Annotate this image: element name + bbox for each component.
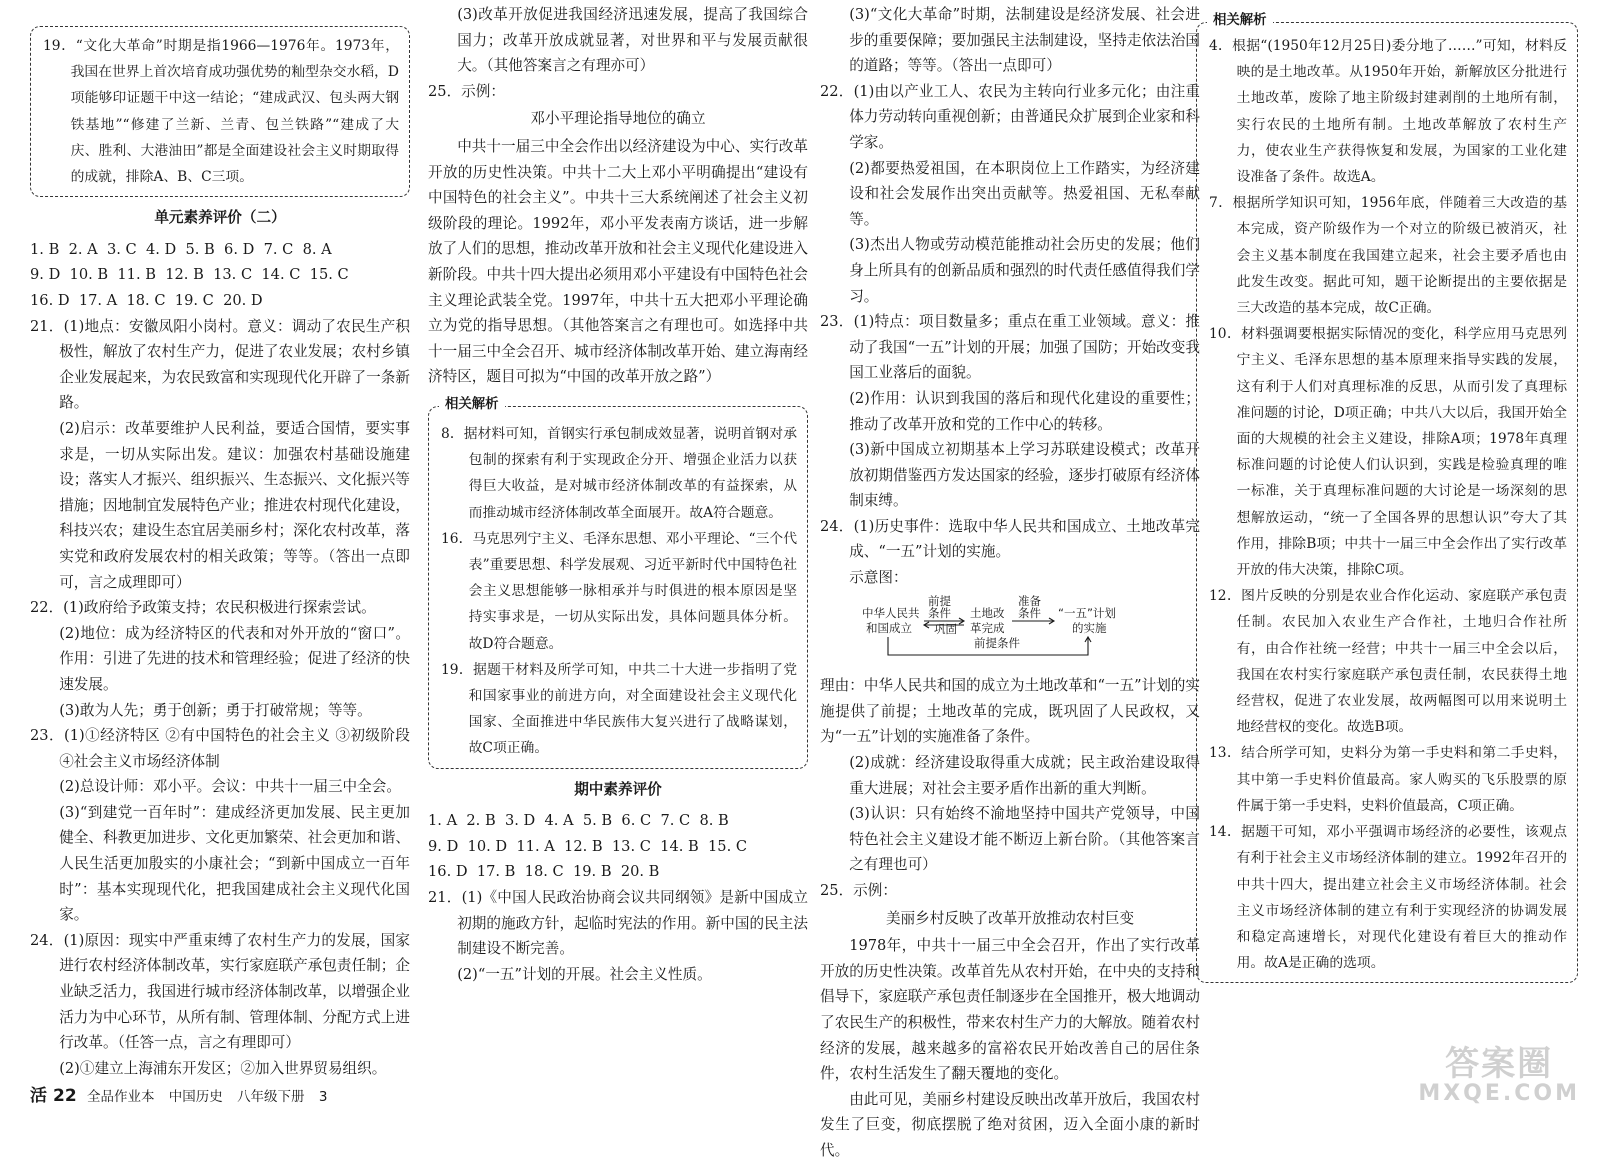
essay-title-village: 美丽乡村反映了改革开放推动农村巨变: [885, 909, 1135, 927]
analysis-box-mid: [428, 396, 808, 769]
mid-q22-part2: (2)都要热爱祖国，在本职岗位上工作踏实，为经济建设和社会发展作出突出贡献等。热爱祖国、无私奉献等。: [849, 159, 1200, 228]
node-five-year-plan-2: 的实施: [1072, 620, 1107, 635]
mid-answer-row-1: 1. A 2. B 3. D 4. A 5. B 6. C 7. C 8. B: [428, 812, 729, 830]
analysis-q7: 7．根据所学知识可知，1956年底，伴随着三大改造的基本完成，资产阶级作为一个对立的阶级已被消灭，社会主义基本制度在我国建立起来，社会主要矛盾也由此发生改变。据此可知，题干论断提出的主要依据是三大改造的基本完成，故C正确。: [1209, 195, 1567, 317]
analysis-q13: 13．结合所学可知，史料分为第一手史料和第二手史料，其中第一手史料价值最高。家人购买的飞乐股票的原件属于第一手史料，史料价值最高，C项正确。: [1209, 745, 1567, 814]
q23-part3: (3)“到建党一百年时”：建成经济更加发展、民主更加健全、科教更加进步、文化更加繁荣、社会更加和谐、人民生活更加殷实的小康社会；“到新中国成立一百年时”：基本实现现代化，把我国建成社会主义现代化国家。: [59, 803, 410, 924]
page-prefix: 活: [30, 1086, 47, 1106]
analysis-label: 相关解析: [439, 394, 505, 416]
midterm-evaluation-title: 期中素养评价: [574, 780, 662, 798]
q22-part1: 22．(1)政府给予政策支持；农民积极进行探索尝试。: [30, 599, 376, 617]
grade-name: 八年级下册: [237, 1089, 305, 1105]
unit-evaluation-title: 单元素养评价（二）: [154, 209, 286, 227]
column-2: [428, 2, 808, 987]
edge1-label-top: 前提: [928, 594, 951, 608]
diagram-label: 示意图：: [849, 569, 908, 587]
q24-part2: (2)①建立上海浦东开发区；②加入世界贸易组织。: [59, 1059, 387, 1077]
edge2-label-top: 准备: [1018, 594, 1041, 608]
mid-q23-part2: (2)作用：认识到我国的落后和现代化建设的重要性；推动了改革开放和党的工作中心的转移。: [849, 389, 1200, 433]
q22-part3: (3)敢为人先；勇于创新；勇于打破常规；等等。: [59, 701, 372, 719]
mid-q24-part1: 24．(1)历史事件：选取中华人民共和国成立、土地改革完成、“一五”计划的实施。: [820, 517, 1200, 561]
watermark: [1418, 1046, 1580, 1106]
analysis-q19b: 19．据题干材料及所学可知，中共二十大进一步指明了党和国家事业的前进方向，对全面建设社会主义现代化国家、全面推进中华民族伟大复兴进行了战略谋划，故C项正确。: [441, 661, 797, 757]
q25-heading: 25．示例：: [428, 82, 505, 100]
essay-title-deng: 邓小平理论指导地位的确立: [530, 110, 706, 128]
essay-body-deng: 中共十一届三中全会作出以经济建设为中心、实行改革开放的历史性决策。中共十二大上邓小平明确提出“建设有中国特色的社会主义”。中共十三大系统阐述了社会主义初级阶段的理论。1992年，邓小平发表南方谈话，进一步解放了人们的思想，推动改革开放和社会主义现代化建设进入新阶段。中共十四大提出必须用邓小平建设有中国特色社会主义理论武装全党。1997年，中共十五大把邓小平理论确立为党的指导思想。（其他答案言之有理也可。如选择中共十一届三中全会召开、城市经济体制改革开始、建立海南经济特区，题目可拟为“中国的改革开放之路”）: [428, 137, 808, 386]
mid-answer-row-2: 9. D 10. D 11. A 12. B 13. C 14. B 15. C: [428, 837, 748, 855]
diagram-reason: 理由：中华人民共和国的成立为土地改革和“一五”计划的实施提供了前提；土地改革的完成，既巩固了人民政权，又为“一五”计划的实施准备了条件。: [820, 677, 1200, 746]
mid-q24-part3: (3)认识：只有始终不渝地坚持中国共产党领导，中国特色社会主义建设才能不断迈上新台阶。（其他答案言之有理也可）: [849, 805, 1200, 874]
analysis-q4: 4．根据“(1950年12月25日)委分地了……”可知，材料反映的是土地改革。从1950年开始，新解放区分批进行土地改革，废除了地主阶级封建剥削的土地所有制，实行农民的土地所有制。土地改革解放了农村生产力，使农业生产获得恢复和发展，为国家的工业化建设准备了条件。故选A。: [1209, 38, 1567, 186]
q23-part2: (2)总设计师：邓小平。会议：中共十一届三中全会。: [59, 778, 401, 796]
answer-row-1: 1. B 2. A 3. C 4. D 5. B 6. D 7. C 8. A: [30, 240, 332, 258]
node-land-reform-2: 革完成: [970, 620, 1005, 635]
essay-village-para2: 由此可见，美丽乡村建设反映出改革开放后，我国农村发生了巨变，彻底摆脱了绝对贫困，迈入全面小康的新时代。: [820, 1090, 1200, 1159]
history-diagram: [840, 595, 1200, 672]
diagram-svg: [840, 595, 1140, 663]
watermark-line1: 答案圈: [1445, 1044, 1554, 1084]
analysis-q14: 14．据题干可知，邓小平强调市场经济的必要性，该观点有利于社会主义市场经济体制的建立。1992年召开的中共十四大，提出建立社会主义市场经济体制。社会主义市场经济体制的建立有利于实现经济的协调发展和稳定高速增长，对现代化建设有着巨大的推动作用。故A是正确的选项。: [1209, 824, 1567, 972]
column-1: [30, 2, 410, 1081]
analysis-q12: 12．图片反映的分别是农业合作化运动、家庭联产承包责任制。农民加入农业生产合作社，土地归合作社所有，由合作社统一经营；中共十一届三中全会以后，我国在农村实行家庭联产承包责任制，农民获得土地经营权，促进了农业发展，故两幅图可以用来说明土地经营权的变化。故选B项。: [1209, 588, 1567, 736]
q24-part3-continued: (3)改革开放促进我国经济迅速发展，提高了我国综合国力；改革开放成就显著，对世界和平与发展贡献很大。（其他答案言之有理亦可）: [457, 6, 808, 75]
node-land-reform-1: 土地改: [970, 605, 1005, 620]
edge1-label-top2: 条件: [928, 605, 951, 620]
analysis-label-right: 相关解析: [1207, 10, 1273, 32]
mid-q23-part1: 23．(1)特点：项目数量多；重点在重工业领域。意义：推动了我国“一五”计划的开展；加强了国防；开始改变我国工业落后的面貌。: [820, 313, 1200, 382]
q21-part1: 21．(1)地点：安徽凤阳小岗村。意义：调动了农民生产积极性，解放了农村生产力，促进了农业发展；农村乡镇企业发展起来，为农民致富和实现现代化开辟了一条新路。: [30, 317, 410, 412]
watermark-line2: MXQE.COM: [1418, 1081, 1580, 1106]
mid-answer-row-3: 16. D 17. B 18. C 19. B 20. B: [428, 863, 660, 881]
q22-part2: (2)地位：成为经济特区的代表和对外开放的“窗口”。作用：引进了先进的技术和管理经验；促进了经济的快速发展。: [59, 624, 410, 693]
analysis-box-right: [1196, 13, 1578, 983]
node-prc-founding-2: 和国成立: [866, 620, 912, 635]
node-prc-founding-1: 中华人民共: [862, 605, 920, 620]
edge3-label: 前提条件: [974, 635, 1020, 650]
mid-q22-part1: 22．(1)由以产业工人、农民为主转向行业多元化；由注重体力劳动转向重视创新；由普通民众扩展到企业家和科学家。: [820, 82, 1200, 151]
mid-q21-part1: 21．(1)《中国人民政治协商会议共同纲领》是新中国成立初期的施政方针，起临时宪法的作用。新中国的民主法制建设不断完善。: [428, 888, 808, 958]
mid-q21-part2: (2)“一五”计划的开展。社会主义性质。: [457, 965, 712, 983]
node-five-year-plan-1: “一五”计划: [1058, 605, 1116, 620]
subject-name: 中国历史: [168, 1089, 223, 1105]
analysis-q19: 19．“文化大革命”时期是指1966—1976年。1973年，我国在世界上首次培育成功强优势的籼型杂交水稻，D项能够印证题干中这一结论；“建成武汉、包头两大钢铁基地”“修建了兰新、兰青、包兰铁路”“建成了大庆、胜利、大港油田”都是全面建设社会主义时期取得的成就，排除A、B、C三项。: [43, 38, 399, 186]
edge1-label-bottom: 巩固: [934, 621, 957, 636]
answer-row-2: 9. D 10. B 11. B 12. B 13. C 14. C 15. C: [30, 266, 349, 284]
analysis-q8: 8．据材料可知，首钢实行承包制成效显著，说明首钢对承包制的探索有利于实现政企分开、增强企业活力以获得巨大收益，是对城市经济体制改革的有益探索，从而推动城市经济体制改革全面展开。故A符合题意。: [441, 425, 797, 521]
analysis-q10: 10．材料强调要根据实际情况的变化，科学应用马克思列宁主义、毛泽东思想的基本原理来指导实践的发展，这有利于人们对真理标准的反思，从而引发了真理标准问题的讨论，D项正确；中共八大以后，我国开始全面的大规模的社会主义建设，排除A项；1978年真理标准问题的讨论使人们认识到，实践是检验真理的唯一标准，关于真理标准问题的大讨论是一场深刻的思想解放运动，“统一了全国各界的思想认识”夸大了其作用，排除B项；中共十一届三中全会作出了实行改革开放的伟大决策，排除C项。: [1209, 326, 1567, 579]
page-number: 22: [53, 1086, 77, 1106]
q21-part2: (2)启示：改革要维护人民利益，要适合国情，要实事求是，一切从实际出发。建议：加强农村基础设施建设；落实人才振兴、组织振兴、生态振兴、文化振兴等措施；因地制宜发展特色产业；推进农村现代化建设，科技兴农；建设生态宜居美丽乡村；深化农村改革，落实党和政府发展农村的相关政策；等等。（答出一点即可，言之成理即可）: [59, 419, 410, 591]
mid-q21-part3: (3)“文化大革命”时期，法制建设是经济发展、社会进步的重要保障；要加强民主法制建设，坚持走依法治国的道路；等等。（答出一点即可）: [849, 6, 1200, 75]
mid-q22-part3: (3)杰出人物或劳动模范能推动社会历史的发展；他们身上所具有的创新品质和强烈的时代责任感值得我们学习。: [849, 236, 1200, 305]
page-footer: [30, 1086, 337, 1107]
volume-number: 3: [318, 1089, 328, 1105]
mid-q24-part2: (2)成就：经济建设取得重大成就；民主政治建设取得重大进展；对社会主要矛盾作出新的重大判断。: [849, 754, 1200, 797]
q23-part1: 23．(1)①经济特区 ②有中国特色的社会主义 ③初级阶段 ④社会主义市场经济体制: [30, 727, 410, 770]
mid-q23-part3: (3)新中国成立初期基本上学习苏联建设模式；改革开放初期借鉴西方发达国家的经验，逐步打破原有经济体制束缚。: [849, 441, 1200, 510]
series-name: 全品作业本: [86, 1089, 155, 1105]
essay-village-para1: 1978年，中共十一届三中全会召开，作出了实行改革开放的历史性决策。改革首先从农村开始，在中央的支持和倡导下，家庭联产承包责任制逐步在全国推开，极大地调动了农民生产的积极性，带来农村生产力的大解放。随着农村经济的发展，越来越多的富裕农民开始改善自己的居住条件，农村生活发生了翻天覆地的变化。: [820, 937, 1200, 1083]
analysis-q16: 16．马克思列宁主义、毛泽东思想、邓小平理论、“三个代表”重要思想、科学发展观、习近平新时代中国特色社会主义思想能够一脉相承并与时俱进的根本原因是坚持实事求是，一切从实际出发，具体问题具体分析。故D符合题意。: [441, 530, 797, 652]
column-4: [1196, 2, 1578, 983]
q24-part1: 24．(1)原因：现实中严重束缚了农村生产力的发展，国家进行农村经济体制改革，实行家庭联产承包责任制；企业缺乏活力，我国进行城市经济体制改革，以增强企业活力为中心环节，从所有制、管理体制、分配方式上进行改革。（任答一点，言之有理即可）: [30, 931, 410, 1052]
answer-row-3: 16. D 17. A 18. C 19. C 20. D: [30, 292, 263, 309]
analysis-box-q19: [30, 26, 410, 197]
mid-q25-heading: 25．示例：: [820, 882, 897, 899]
column-3: [820, 2, 1200, 1164]
edge2-label-top2: 条件: [1018, 605, 1041, 620]
